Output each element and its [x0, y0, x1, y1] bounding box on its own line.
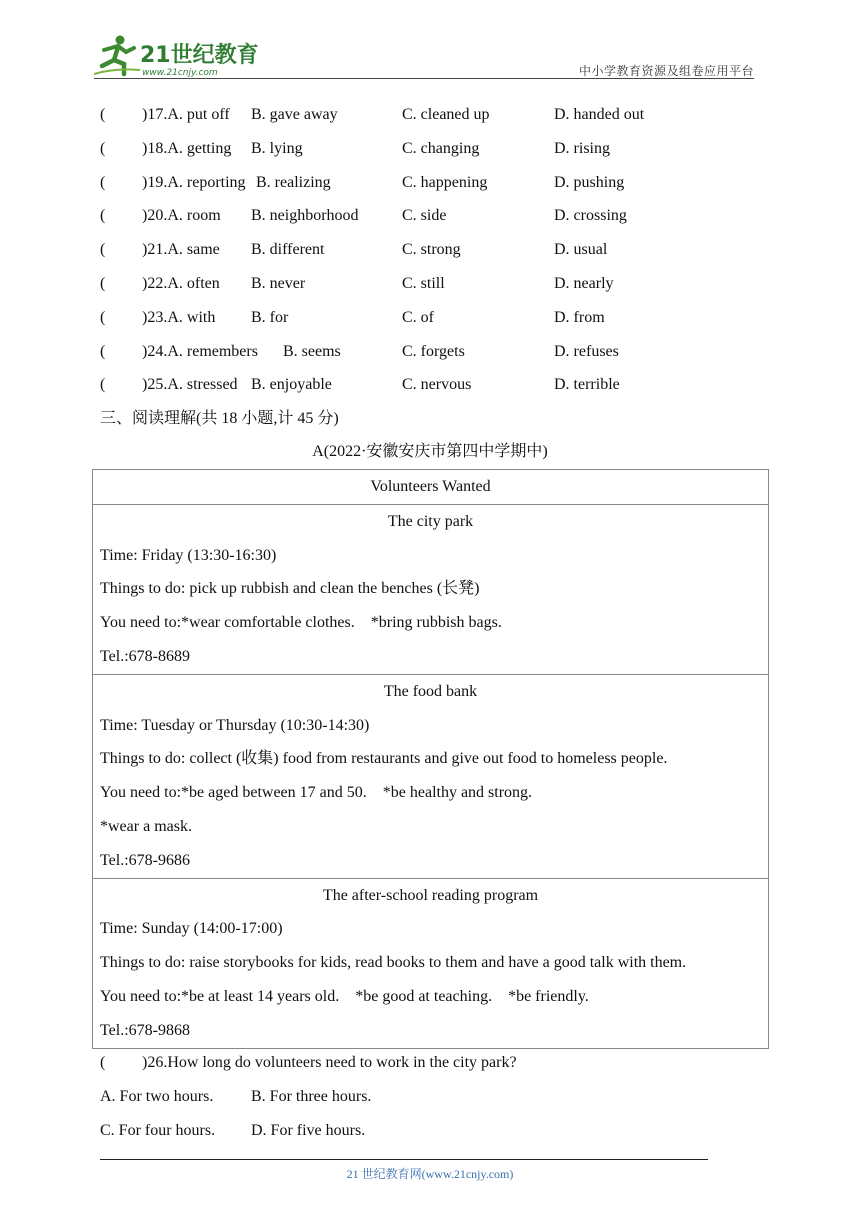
option-a: )21.A. same	[142, 241, 220, 259]
ad-block-title: The food bank	[383, 682, 478, 700]
question-row	[100, 368, 770, 402]
ad-heading: Volunteers Wanted	[370, 478, 491, 495]
question-26	[100, 1046, 770, 1148]
option-d: D. pushing	[554, 173, 625, 191]
option-b: B. for	[251, 308, 289, 326]
ad-block-city-park	[93, 504, 769, 674]
answer-blank: (	[100, 173, 106, 191]
footer-divider	[100, 1159, 708, 1160]
ad-block-title: The city park	[387, 512, 474, 530]
option-a: )23.A. with	[142, 308, 216, 326]
answer-blank: (	[100, 376, 106, 394]
logo-url-text: www.21cnjy.com	[142, 68, 218, 78]
options-row	[100, 1080, 770, 1114]
passage-title: A(2022·安徽安庆市第四中学期中)	[312, 443, 548, 461]
ad-block-time: Time: Sunday (14:00-17:00)	[100, 920, 283, 938]
ad-block-need-extra: *wear a mask.	[100, 817, 192, 835]
question-row	[100, 98, 770, 132]
options-row	[100, 1114, 770, 1148]
option-c: C. cleaned up	[402, 106, 490, 123]
option-b: B. seems	[283, 342, 341, 360]
option-d: D. terrible	[554, 376, 620, 394]
option-c: C. side	[402, 207, 447, 225]
option-b: B. different	[251, 241, 325, 259]
option-c: C. happening	[402, 173, 488, 191]
option-c: C. changing	[402, 139, 480, 157]
ad-block-reading-program	[93, 878, 769, 1048]
option-d: D. For five hours.	[251, 1122, 366, 1139]
question-row	[100, 166, 770, 200]
ad-block-tel: Tel.:678-9868	[100, 1021, 190, 1039]
ad-block-food-bank	[93, 674, 769, 878]
ad-block-need: You need to:*wear comfortable clothes. *bring rubbish bags.	[100, 614, 502, 632]
option-a: )20.A. room	[142, 207, 221, 225]
option-d: D. rising	[554, 139, 610, 157]
question-stem: )26.How long do volunteers need to work in the city park?	[142, 1054, 517, 1071]
ad-block-need: You need to:*be at least 14 years old. *be good at teaching. *be friendly.	[100, 987, 589, 1005]
answer-blank: (	[100, 139, 106, 157]
answer-blank: (	[100, 308, 106, 326]
option-d: D. handed out	[554, 106, 645, 123]
option-a: )18.A. getting	[142, 139, 232, 157]
ad-heading-cell	[93, 470, 769, 505]
footer-link[interactable]: 21 世纪教育网(www.21cnjy.com)	[346, 1167, 514, 1181]
option-b: B. enjoyable	[251, 376, 332, 394]
option-a: )19.A. reporting	[142, 173, 246, 191]
ad-block-tel: Tel.:678-9686	[100, 851, 190, 869]
question-list	[100, 98, 770, 469]
question-row	[100, 301, 770, 335]
option-a: )22.A. often	[142, 274, 220, 292]
option-b: B. For three hours.	[251, 1088, 372, 1105]
option-b: B. realizing	[256, 173, 331, 191]
option-c: C. of	[402, 308, 434, 326]
option-c: C. still	[402, 274, 445, 292]
option-b: B. neighborhood	[251, 207, 359, 225]
logo	[94, 34, 264, 78]
ad-block-todo: Things to do: raise storybooks for kids, read books to them and have a good talk with them.	[100, 954, 687, 972]
volunteer-ad-table	[92, 469, 769, 1049]
answer-blank: (	[100, 274, 106, 292]
answer-blank: (	[100, 342, 106, 360]
option-b: B. gave away	[251, 106, 338, 123]
answer-blank: (	[100, 106, 106, 123]
answer-blank: (	[100, 1054, 106, 1071]
option-a: )17.A. put off	[142, 106, 230, 123]
page-header	[0, 0, 860, 80]
option-c: C. nervous	[402, 376, 472, 394]
option-b: B. never	[251, 274, 306, 292]
option-d: D. from	[554, 308, 605, 326]
section-title: 三、阅读理解(共 18 小题,计 45 分)	[100, 410, 339, 428]
question-row	[100, 132, 770, 166]
option-a: )24.A. remembers	[142, 342, 258, 360]
question-stem-row	[100, 1046, 770, 1080]
answer-blank: (	[100, 241, 106, 259]
question-row	[100, 233, 770, 267]
ad-block-time: Time: Friday (13:30-16:30)	[100, 546, 277, 564]
ad-block-time: Time: Tuesday or Thursday (10:30-14:30)	[100, 716, 370, 734]
option-d: D. nearly	[554, 274, 614, 292]
option-d: D. refuses	[554, 342, 619, 360]
question-row	[100, 267, 770, 301]
option-c: C. strong	[402, 241, 461, 259]
option-d: D. usual	[554, 241, 608, 259]
option-d: D. crossing	[554, 207, 627, 225]
option-b: B. lying	[251, 139, 303, 157]
logo-main-text: 21世纪教育	[140, 43, 259, 68]
ad-block-need: You need to:*be aged between 17 and 50. *be healthy and strong.	[100, 784, 533, 802]
ad-block-tel: Tel.:678-8689	[100, 647, 190, 665]
option-c: C. forgets	[402, 342, 465, 360]
option-c: C. For four hours.	[100, 1122, 216, 1139]
answer-blank: (	[100, 207, 106, 225]
question-row	[100, 335, 770, 369]
question-row	[100, 199, 770, 233]
ad-block-todo: Things to do: pick up rubbish and clean the benches (长凳)	[100, 580, 480, 598]
ad-block-title: The after-school reading program	[322, 886, 539, 904]
option-a: )25.A. stressed	[142, 376, 238, 394]
ad-block-todo: Things to do: collect (收集) food from restaurants and give out food to homeless people.	[100, 750, 668, 768]
header-divider	[94, 78, 754, 79]
platform-name: 中小学教育资源及组卷应用平台	[578, 64, 754, 78]
option-a: A. For two hours.	[100, 1088, 214, 1105]
